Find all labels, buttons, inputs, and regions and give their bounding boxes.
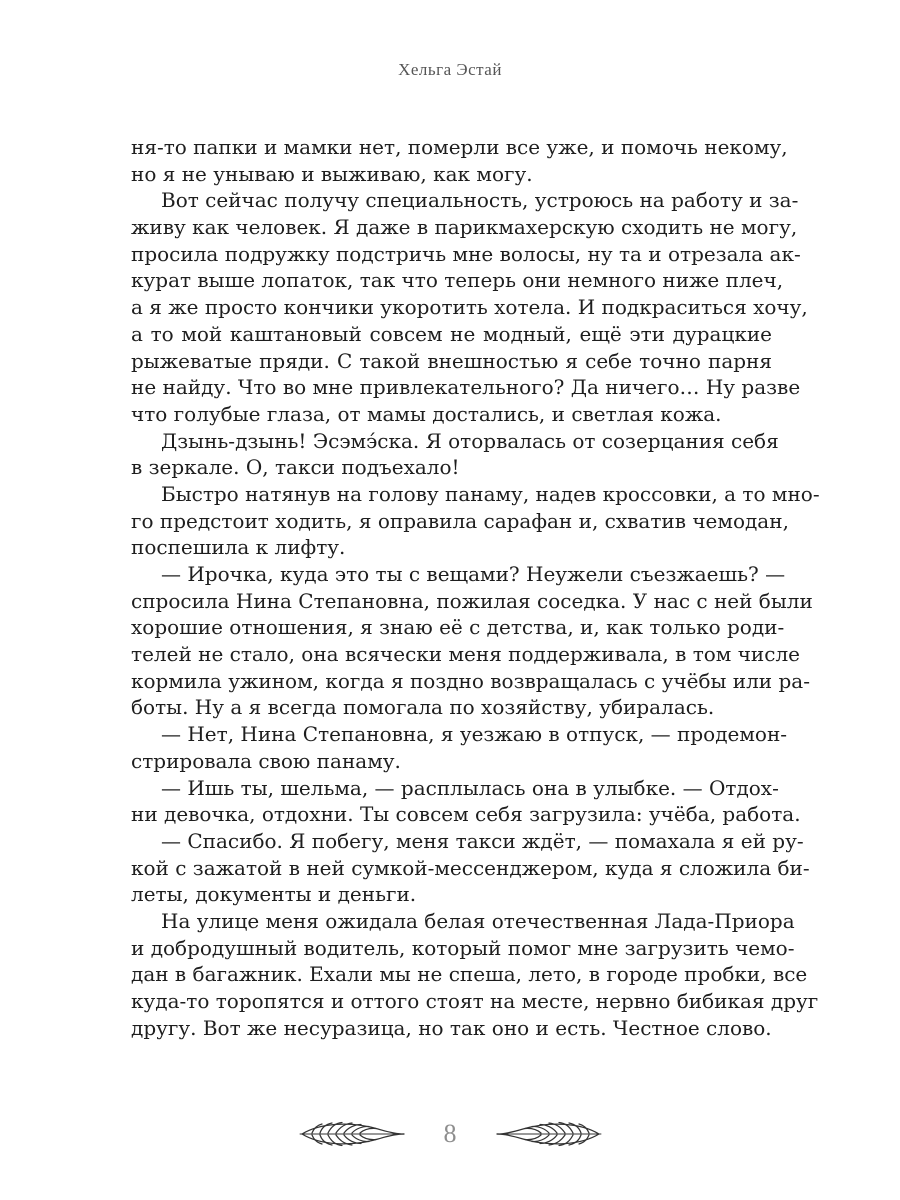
text-line: стрировала свою панаму.: [131, 748, 401, 773]
text-line: а я же просто кончики укоротить хотела. И подкраситься хочу,: [131, 295, 808, 320]
text-line: На улице меня ожидала белая отечественная Лада-Приора: [161, 908, 795, 933]
text-line: Вот сейчас получу специальность, устроюсь на работу и за-: [161, 188, 799, 213]
text-line: спросила Нина Степановна, пожилая соседка. У нас с ней были: [131, 588, 813, 613]
text-line: рыжеватые пряди. С такой внешностью я себе точно парня: [131, 348, 772, 373]
text-line: — Спасибо. Я побегу, меня такси ждёт, — помахала я ей ру-: [161, 828, 804, 853]
text-line: леты, документы и деньги.: [131, 882, 417, 907]
text-line: дан в багажник. Ехали мы не спеша, лето, в городе пробки, все: [131, 962, 808, 987]
feather-icon: [495, 1117, 603, 1151]
text-line: и добродушный водитель, который помог мне загрузить чемо-: [131, 935, 795, 960]
text-line: кормила ужином, когда я поздно возвращалась с учёбы или ра-: [131, 668, 810, 693]
text-line: го предстоит ходить, я оправила сарафан и, схватив чемодан,: [131, 508, 789, 533]
feather-icon: [298, 1117, 406, 1151]
text-line: ня-то папки и мамки нет, померли все уже, и помочь некому,: [131, 135, 788, 159]
text-line: просила подружку подстричь мне волосы, ну та и отрезала ак-: [131, 241, 801, 266]
text-line: боты. Ну а я всегда помогала по хозяйству, убиралась.: [131, 695, 715, 720]
text-line: живу как человек. Я даже в парикмахерскую сходить не могу,: [131, 215, 798, 240]
text-line: ни девочка, отдохни. Ты совсем себя загрузила: учёба, работа.: [131, 802, 801, 827]
text-line: но я не унываю и выживаю, как могу.: [131, 161, 533, 186]
text-line: хорошие отношения, я знаю её с детства, и, как только роди-: [131, 615, 785, 640]
body-text: [131, 134, 820, 1041]
text-line: куда-то торопятся и оттого стоят на месте, нервно бибикая друг: [131, 989, 819, 1013]
text-line: — Ирочка, куда это ты с вещами? Неужели съезжаешь? —: [161, 562, 786, 586]
text-line: Дзынь-дзынь! Эсэмэ́ска. Я оторвалась от созерцания себя: [161, 428, 779, 453]
text-line: поспешила к лифту.: [131, 535, 346, 560]
text-line: в зеркале. О, такси подъехало!: [131, 455, 460, 480]
text-line: — Ишь ты, шельма, — расплылась она в улыбке. — Отдох-: [161, 775, 779, 800]
text-line: — Нет, Нина Степановна, я уезжаю в отпуск, — продемон-: [161, 722, 788, 747]
text-line: кой с зажатой в ней сумкой-мессенджером, куда я сложила би-: [131, 855, 810, 880]
text-line: а то мой каштановый совсем не модный, ещё эти дурацкие: [131, 321, 772, 346]
running-head-author: Хельга Эстай: [398, 60, 502, 79]
page-number: 8: [443, 1119, 457, 1148]
text-line: Быстро натянув на голову панаму, надев кроссовки, а то мно-: [161, 481, 820, 506]
text-line: что голубые глаза, от мамы достались, и светлая кожа.: [131, 401, 722, 426]
text-line: другу. Вот же несуразица, но так оно и есть. Честное слово.: [131, 1015, 772, 1040]
text-line: телей не стало, она всячески меня поддерживала, в том числе: [131, 642, 801, 667]
text-line: не найду. Что во мне привлекательного? Да ничего… Ну разве: [131, 375, 801, 400]
text-line: курат выше лопаток, так что теперь они немного ниже плеч,: [131, 268, 784, 293]
page-footer: [0, 1112, 900, 1156]
